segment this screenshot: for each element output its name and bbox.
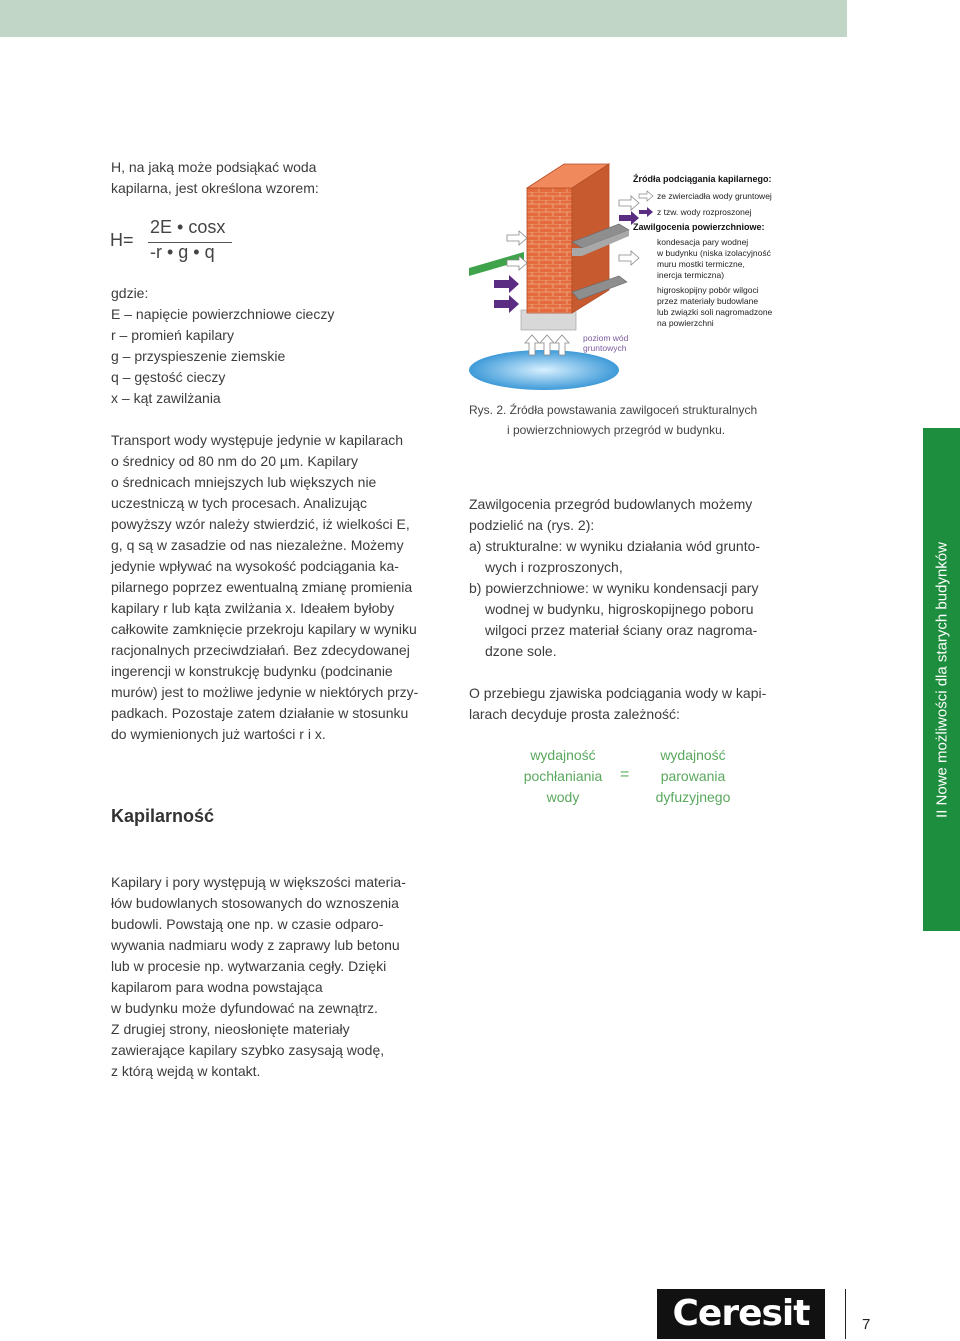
- caption-line: Rys. 2. Źródła powstawania zawilgoceń strukturalnych: [469, 403, 758, 417]
- paragraph-line: kapilarom para wodna powstająca: [111, 979, 323, 995]
- formula-lhs: H=: [110, 230, 134, 250]
- ground-label-line: poziom wód: [583, 333, 629, 343]
- intro-line: H, na jaką może podsiąkać woda: [111, 159, 317, 175]
- definition-line: E – napięcie powierzchniowe cieczy: [111, 306, 335, 322]
- chapter-sidebar-label: II Nowe możliwości dla starych budynków: [933, 541, 950, 818]
- paragraph-line: powyższy wzór należy stwierdzić, iż wielkości E,: [111, 516, 410, 532]
- diagram-surface-2-line: przez materiały budowlane: [657, 296, 759, 306]
- footer-divider: [845, 1289, 846, 1339]
- capillary-height-formula: [110, 214, 290, 268]
- paragraph-line: jedynie wpływać na wysokość podciągania ka-: [111, 558, 399, 574]
- groundwater-pool: [469, 350, 619, 390]
- intro-text: [111, 157, 441, 199]
- paragraph-line: całkowite zamknięcie przekroju kapilary w wyniku: [111, 621, 417, 637]
- paragraph-line: wych i rozproszonych,: [485, 559, 623, 575]
- formula-denominator: -r • g • q: [150, 242, 215, 262]
- paragraph-line: o średnicy od 80 nm do 20 µm. Kapilary: [111, 453, 358, 469]
- paragraph-line: Z drugiej strony, nieosłonięte materiały: [111, 1021, 350, 1037]
- paragraph-line: dzone sole.: [485, 643, 557, 659]
- dependency-paragraph: [469, 683, 799, 725]
- paragraph-line: ingerencji w konstrukcję budynku (podcinanie: [111, 663, 393, 679]
- paragraph-line: a) strukturalne: w wyniku działania wód grunto-: [469, 538, 761, 554]
- caption-line: i powierzchniowych przegród w budynku.: [507, 423, 726, 437]
- paragraph-line: pilarnego poprzez ewentualną zmianę promienia: [111, 579, 413, 595]
- equation-sign: =: [620, 766, 630, 783]
- paragraph-line: w budynku może dyfundować na zewnątrz.: [111, 1000, 378, 1016]
- definition-line: g – przyspieszenie ziemskie: [111, 348, 286, 364]
- diagram-source-2: z tzw. wody rozproszonej: [657, 207, 752, 217]
- paragraph-line: Kapilary i pory występują w większości materia-: [111, 874, 406, 890]
- equation-right-line: parowania: [660, 768, 726, 784]
- paragraph-line: łów budowlanych stosowanych do wznoszenia: [111, 895, 399, 911]
- diagram-title-capillary: Źródła podciągania kapilarnego:: [633, 174, 772, 184]
- paragraph-line: larach decyduje prosta zależność:: [469, 706, 680, 722]
- equation-right-line: wydajność: [660, 747, 726, 763]
- equation-left: [498, 745, 628, 808]
- diagram-source-1: ze zwierciadła wody gruntowej: [657, 191, 772, 201]
- paragraph-line: racjonalnych przeciwdziałań. Bez zdecydowanej: [111, 642, 410, 658]
- paragraph-line: Transport wody występuje jedynie w kapilarach: [111, 432, 404, 448]
- equation-right-line: dyfuzyjnego: [655, 789, 731, 805]
- diagram-surface-1-line: w budynku (niska izolacyjność: [657, 248, 771, 258]
- definition-line: x – kąt zawilżania: [111, 390, 221, 406]
- ground-label-line: gruntowych: [583, 343, 627, 353]
- section-heading: Kapilarność: [111, 806, 215, 826]
- paragraph-line: wodnej w budynku, higroskopijnego poboru: [485, 601, 754, 617]
- legend-arrow-purple: [639, 207, 653, 217]
- paragraph-line: b) powierzchniowe: w wyniku kondensacji pary: [469, 580, 759, 596]
- definition-line: q – gęstość cieczy: [111, 369, 226, 385]
- diagram-surface-1-line: muru mostki termiczne,: [657, 259, 745, 269]
- paragraph-line: wywania nadmiaru wody z zaprawy lub betonu: [111, 937, 400, 953]
- paragraph-line: podzielić na (rys. 2):: [469, 517, 595, 533]
- intro-line: kapilarna, jest określona wzorem:: [111, 180, 319, 196]
- definition-line: r – promień kapilary: [111, 327, 234, 343]
- top-color-band: [0, 0, 847, 37]
- page-number: 7: [862, 1316, 871, 1333]
- paragraph-line: zawierające kapilary szybko zasysają wodę,: [111, 1042, 385, 1058]
- diagram-surface-1-line: kondesacja pary wodnej: [657, 237, 749, 247]
- paragraph-line: g, q są w zasadzie od nas niezależne. Możemy: [111, 537, 404, 553]
- paragraph-line: z którą wejdą w kontakt.: [111, 1063, 261, 1079]
- formula-numerator: 2E • cosx: [150, 217, 226, 237]
- paragraph-line: do wymienionych już wartości r i x.: [111, 726, 326, 742]
- paragraph-line: budowli. Powstają one np. w czasie odparo-: [111, 916, 384, 932]
- equation-left-line: wody: [546, 789, 580, 805]
- paragraph-line: padkach. Pozostaje zatem działanie w stosunku: [111, 705, 409, 721]
- diagram-surface-2-line: higroskopijny pobór wilgoci: [657, 285, 759, 295]
- definition-line: gdzie:: [111, 285, 149, 301]
- moisture-types-paragraph: [469, 494, 799, 662]
- paragraph-line: kapilary r lub kąta zwilżania x. Ideałem byłoby: [111, 600, 395, 616]
- moisture-sources-diagram: [469, 160, 799, 395]
- chapter-sidebar-tab: [923, 428, 960, 931]
- diagram-surface-1-line: inercja termiczna): [657, 270, 725, 280]
- paragraph-line: lub w procesie np. wytwarzania cegły. Dzięki: [111, 958, 387, 974]
- diagram-surface-2-line: na powierzchni: [657, 318, 714, 328]
- paragraph-line: murów) jest to możliwe jedynie w niektórych przy-: [111, 684, 419, 700]
- ceresit-logo: Ceresit: [657, 1289, 825, 1339]
- equation-right: [628, 745, 758, 808]
- paragraph-line: O przebiegu zjawiska podciągania wody w kapi-: [469, 685, 767, 701]
- transport-paragraph: [111, 430, 441, 745]
- paragraph-line: uczestniczą w tych procesach. Analizując: [111, 495, 368, 511]
- paragraph-line: Zawilgocenia przegród budowlanych możemy: [469, 496, 753, 512]
- formula-definitions: [111, 283, 441, 409]
- equation-left-line: wydajność: [530, 747, 596, 763]
- diagram-title-surface: Zawilgocenia powierzchniowe:: [633, 222, 765, 232]
- capillary-paragraph: [111, 872, 441, 1082]
- paragraph-line: o średnicach mniejszych lub większych nie: [111, 474, 377, 490]
- brick-wall-front: [527, 188, 572, 313]
- figure-caption: [469, 400, 757, 440]
- equation-left-line: pochłaniania: [523, 768, 603, 784]
- diagram-surface-2-line: lub związki soli nagromadzone: [657, 307, 773, 317]
- paragraph-line: wilgoci przez materiał ściany oraz nagroma-: [485, 622, 758, 638]
- legend-arrow-white: [639, 191, 653, 201]
